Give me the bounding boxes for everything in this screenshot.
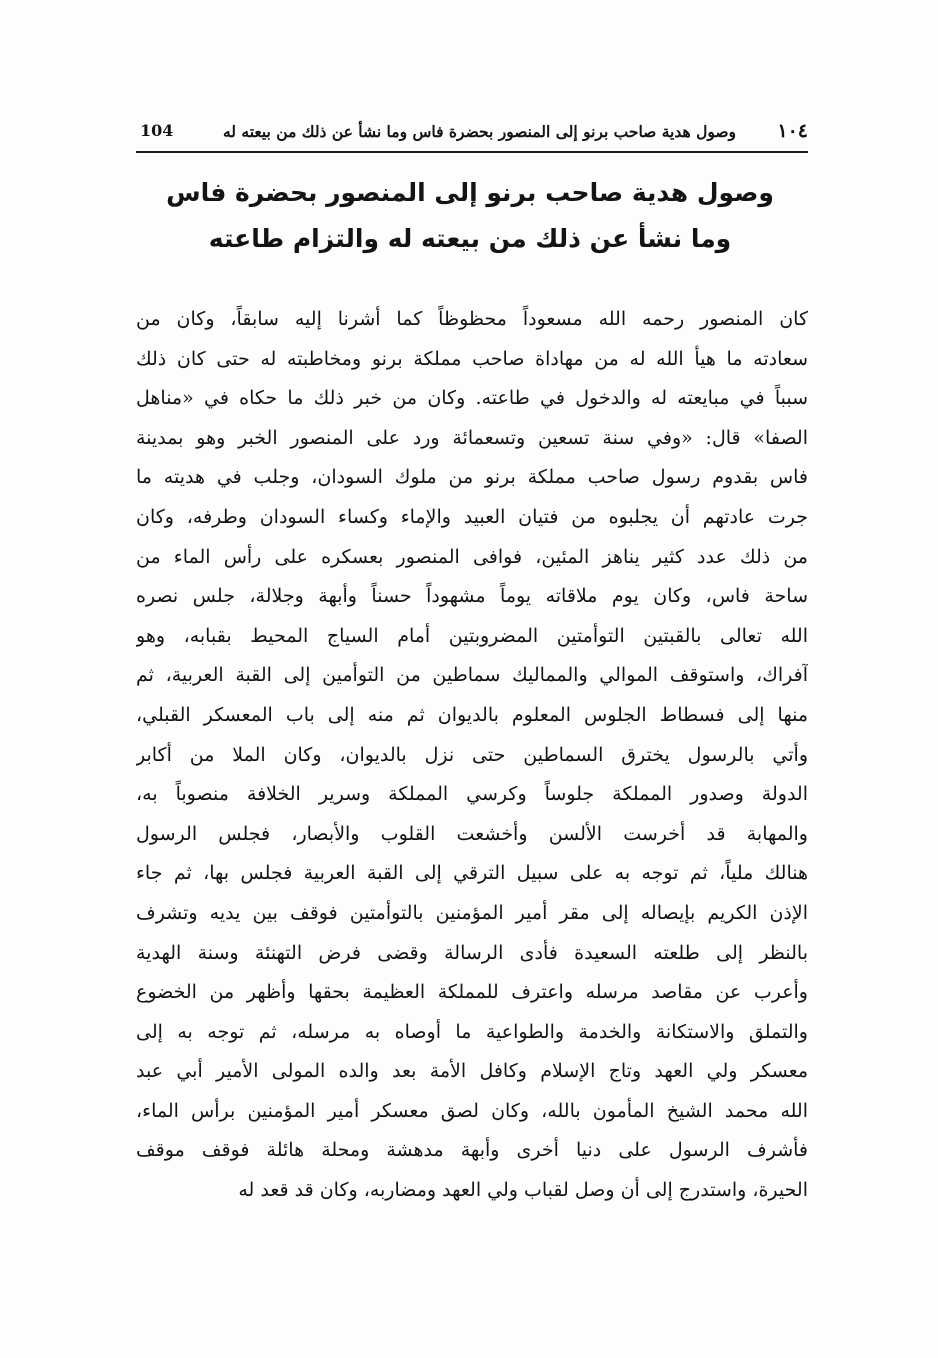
page-number-latin: 104: [140, 121, 174, 140]
text-line: بالنظر إلى طلعته السعيدة فأدى الرسالة وقضى فرض التهنئة وسنة الهدية: [136, 941, 808, 964]
chapter-title-line: وصول هدية صاحب برنو إلى المنصور بحضرة فاس: [166, 178, 774, 207]
text-line: الصفا» قال: «وفي سنة تسعين وتسعمائة ورد على المنصور الخبر وهو بمدينة: [136, 426, 808, 449]
text-line: سبباً في مبايعته له والدخول في طاعته. وكان من خبر ذلك ما حكاه في «مناهل: [136, 387, 808, 410]
text-line: جرت عادتهم أن يجلبوه من فتيان العبيد والإماء وكساء السودان وطرفه، وكان: [136, 505, 808, 528]
text-line: وأعرب عن مقاصد مرسله واعترف للمملكة العظيمة بحقها وأظهر من الخضوع: [136, 981, 808, 1004]
running-header-title: وصول هدية صاحب برنو إلى المنصور بحضرة فاس وما نشأ عن ذلك من بيعته له: [222, 122, 736, 141]
text-line: من ذلك عدد كثير يناهز المئين، فوافى المنصور بعسكره على رأس الماء من: [136, 545, 808, 568]
text-line: والتملق والاستكانة والخدمة والطواعية ما أوصاه به مرسله، ثم توجه به إلى: [136, 1020, 808, 1043]
text-line: منها إلى فسطاط الجلوس المعلوم بالديوان ثم منه إلى باب المعسكر القبلي،: [136, 703, 808, 726]
chapter-title: [160, 170, 780, 262]
text-line: سعادته ما هيأ الله له من مهاداة صاحب مملكة برنو ومخاطبته له حتى كان ذلك: [136, 347, 808, 370]
text-line: الله تعالى بالقبتين التوأمتين المضروبتين أمام السياج المحيط بقبابه، وهو: [136, 624, 808, 647]
header-divider: [136, 151, 808, 153]
text-line: الدولة وصدور المملكة جلوساً وكرسي المملكة وسرير الخلافة منصوباً به،: [136, 783, 808, 806]
text-line: هنالك ملياً، ثم توجه به على سبيل الترقي إلى القبة العربية فجلس بها، ثم جاء: [136, 862, 808, 885]
text-line: فأشرف الرسول على دنيا أخرى وأبهة مدهشة ومحلة هائلة فوقف موقف: [136, 1139, 808, 1162]
text-line: والمهابة قد أخرست الألسن وأخشعت القلوب والأبصار، فجلس الرسول: [136, 822, 808, 845]
chapter-title-line: وما نشأ عن ذلك من بيعته له والتزام طاعته: [208, 224, 732, 253]
text-line: الإذن الكريم بإيصاله إلى مقر أمير المؤمنين بالتوأمتين فوقف بين يديه وتشرف: [136, 901, 808, 924]
text-line: وأتي بالرسول يخترق السماطين حتى نزل بالديوان، وكان الملا من أكابر: [136, 743, 808, 766]
text-line: الله محمد الشيخ المأمون بالله، وكان لصق معسكر أمير المؤمنين برأس الماء،: [136, 1099, 808, 1122]
text-line: فاس بقدوم رسول صاحب مملكة برنو من ملوك السودان، وجلب في هديته ما: [136, 466, 808, 489]
page-number-arabic: ١٠٤: [777, 120, 808, 142]
text-line: كان المنصور رحمه الله مسعوداً محظوظاً كما أشرنا إليه سابقاً، وكان من: [136, 308, 808, 330]
text-line: آفراك، واستوقف الموالي والمماليك سماطين من التوأمين إلى القبة العربية، ثم: [136, 664, 808, 687]
text-line: الحيرة، واستدرج إلى أن وصل لقباب ولي العهد ومضاربه، وكان قد قعد له: [238, 1179, 808, 1202]
text-line: ساحة فاس، وكان يوم ملاقاته يوماً مشهوداً حسناً وأبهة وجلالة، جلس نصره: [136, 585, 808, 608]
running-header: [136, 112, 808, 150]
text-line: معسكر ولي العهد وتاج الإسلام وكافل الأمة بعد والده المولى الأمير أبي عبد: [136, 1060, 808, 1083]
body-text: [136, 300, 808, 1211]
